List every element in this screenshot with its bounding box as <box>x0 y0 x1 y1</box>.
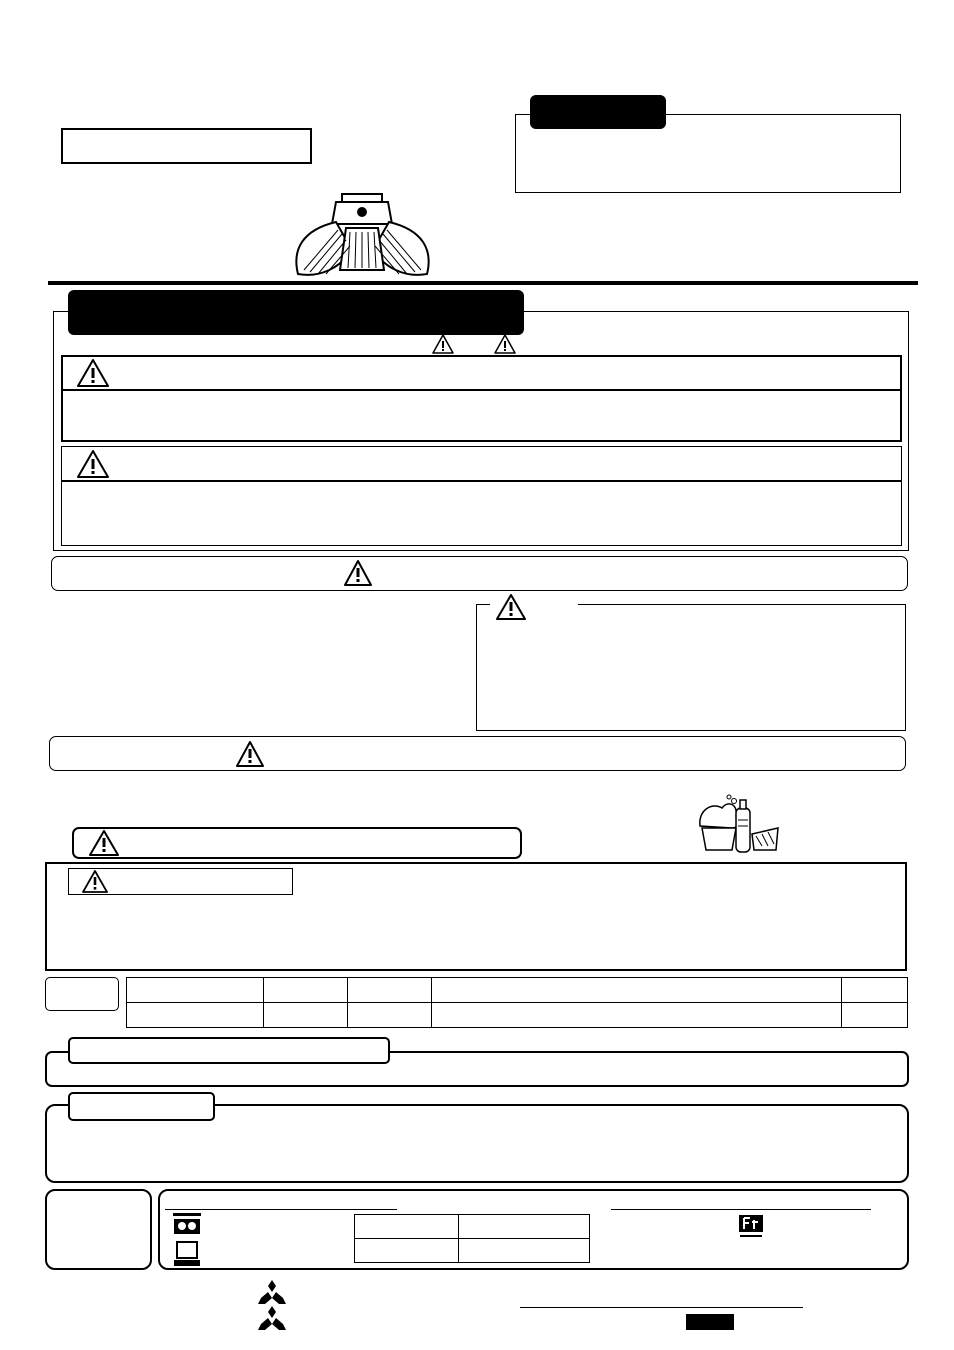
table-row <box>355 1215 590 1239</box>
table-cell <box>127 978 264 1003</box>
warning-triangle-icon <box>495 593 527 621</box>
side-caution-box <box>476 604 906 731</box>
table-cell <box>459 1215 590 1239</box>
caution-heading-box <box>61 446 902 482</box>
caution-body-box <box>61 480 902 546</box>
spec-label-box <box>45 977 119 1011</box>
table-cell <box>127 1003 264 1028</box>
table-cell <box>348 1003 432 1028</box>
table-cell <box>348 978 432 1003</box>
install-body <box>52 598 462 728</box>
usage-bar <box>49 736 906 771</box>
table-row <box>127 1003 908 1028</box>
notice-tab <box>530 95 666 129</box>
ceiling-lamp-illustration <box>290 190 435 278</box>
footer-left-box <box>45 1189 152 1270</box>
model-rule <box>520 1307 803 1308</box>
contact-table <box>354 1214 590 1263</box>
model-box <box>686 1314 734 1330</box>
computer-icon <box>172 1240 202 1268</box>
free-dial-icon <box>172 1212 202 1236</box>
table-cell <box>842 1003 908 1028</box>
table-cell <box>355 1239 459 1263</box>
caution-triangle-icon <box>76 449 110 479</box>
three-diamond-logo <box>258 1280 286 1304</box>
warning-triangle-icon <box>431 333 455 355</box>
contact-rule-left <box>165 1209 397 1210</box>
table-cell <box>432 978 842 1003</box>
table-cell <box>459 1239 590 1263</box>
table-row <box>355 1239 590 1263</box>
warning-heading-box <box>61 355 902 391</box>
free-call-logo <box>738 1214 766 1240</box>
title-box <box>61 128 312 164</box>
section-a-tab <box>68 1037 390 1064</box>
warning-triangle-icon <box>81 869 109 894</box>
table-cell <box>842 978 908 1003</box>
install-bar <box>51 556 908 591</box>
table-cell <box>264 978 348 1003</box>
warning-triangle-icon <box>493 333 517 355</box>
warning-body-box <box>61 389 902 442</box>
header-rule <box>48 281 918 285</box>
contact-rule-right <box>611 1209 871 1210</box>
warning-triangle-icon <box>76 358 110 388</box>
table-row <box>127 978 908 1003</box>
warning-triangle-icon <box>88 829 120 857</box>
safety-header-tab <box>68 290 524 335</box>
warning-triangle-icon <box>235 740 265 768</box>
section-b-tab <box>68 1092 215 1121</box>
table-cell <box>432 1003 842 1028</box>
warning-triangle-icon <box>343 559 373 587</box>
three-diamond-logo <box>258 1306 286 1330</box>
table-cell <box>355 1215 459 1239</box>
table-cell <box>264 1003 348 1028</box>
maintenance-bar <box>72 827 522 859</box>
cleaning-supplies-illustration <box>696 794 782 856</box>
spec-table <box>126 977 908 1028</box>
